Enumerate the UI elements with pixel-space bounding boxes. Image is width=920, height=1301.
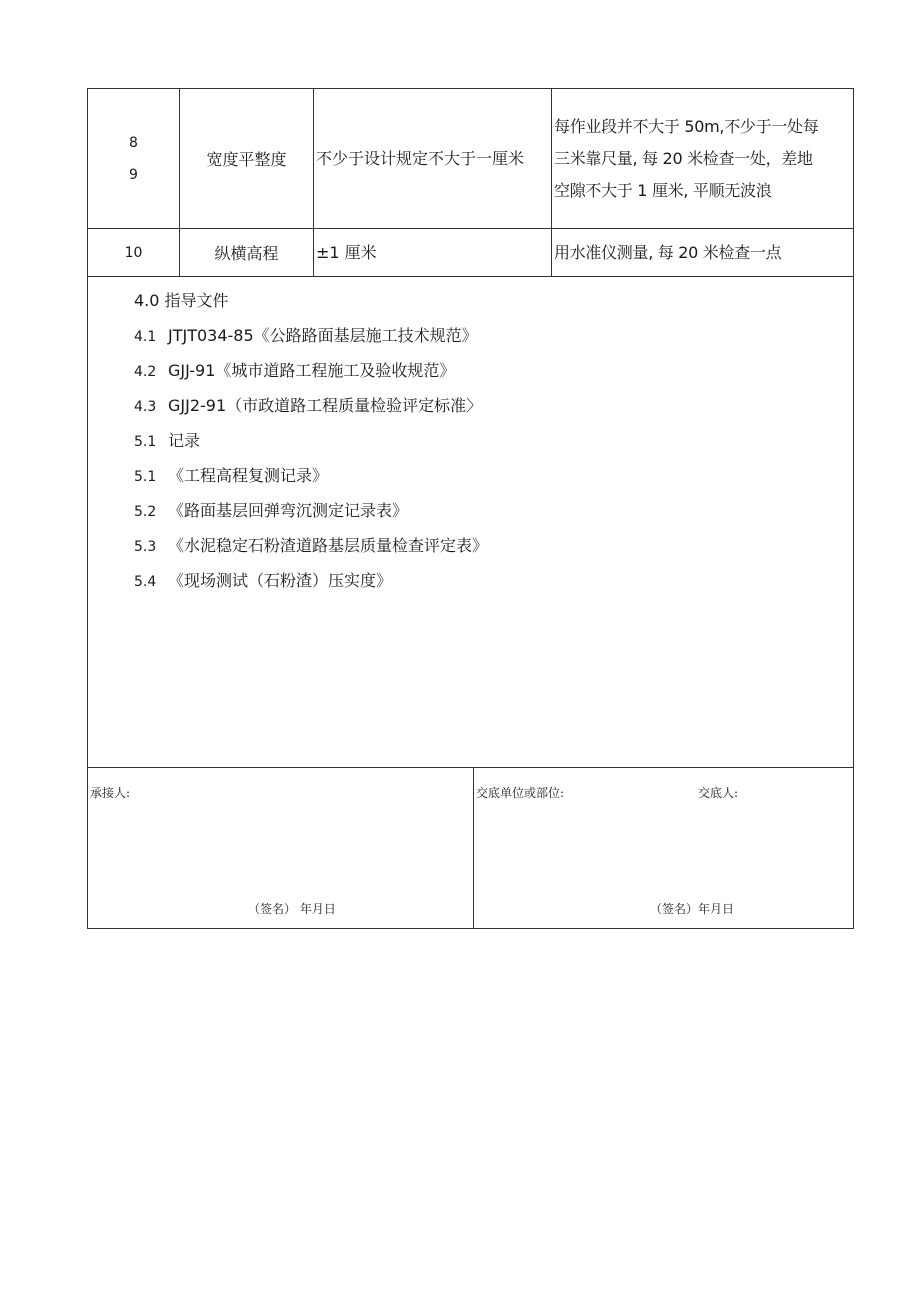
note-number: 4.3	[134, 399, 157, 415]
note-line	[134, 283, 853, 318]
note-number: 5.2	[134, 504, 157, 520]
handover-cell	[474, 768, 854, 929]
note-line	[134, 423, 853, 458]
standard-text: ±1 厘米	[314, 229, 552, 277]
notes-section	[88, 277, 854, 768]
handover-unit-label: 交底单位或部位:	[476, 786, 565, 800]
method-line: 空隙不大于 1 厘米, 平顺无波浪	[554, 180, 772, 200]
note-line	[134, 493, 853, 528]
method-text	[552, 89, 854, 229]
document	[87, 88, 853, 929]
note-text: 《现场测试（石粉渣）压实度》	[168, 571, 393, 590]
note-number: 5.1	[134, 434, 157, 450]
receiver-signature-date: （签名） 年月日	[248, 902, 336, 916]
row-number-line: 8	[129, 134, 138, 151]
receiver-label: 承接人:	[90, 786, 131, 800]
item-name: 纵横高程	[180, 229, 314, 277]
note-text: 《水泥稳定石粉渣道路基层质量检查评定表》	[168, 536, 489, 555]
notes-row	[88, 277, 854, 768]
note-text: 记录	[168, 431, 201, 450]
note-text: GJJ-91《城市道路工程施工及验收规范》	[168, 361, 456, 380]
receiver-cell	[88, 768, 474, 929]
note-text: 4.0 指导文件	[134, 291, 229, 310]
note-text: GJJ2-91（市政道路工程质量检验评定标准〉	[168, 396, 483, 415]
inspection-table	[87, 88, 854, 768]
note-number: 5.1	[134, 469, 157, 485]
method-line: 每作业段并不大于 50m,不少于一处每	[554, 116, 819, 136]
note-line	[134, 388, 853, 423]
note-text: 《工程高程复测记录》	[168, 466, 329, 485]
note-number: 5.4	[134, 574, 157, 590]
note-number: 4.2	[134, 364, 157, 380]
row-number: 10	[88, 229, 180, 277]
table-row	[88, 89, 854, 229]
method-line: 三米靠尺量, 每 20 米检查一处，差地	[554, 148, 813, 168]
note-line	[134, 318, 853, 353]
note-text: 《路面基层回弹弯沉测定记录表》	[168, 501, 409, 520]
handover-signature-date: （签名）年月日	[650, 902, 735, 916]
handover-person-label: 交底人:	[698, 786, 739, 800]
note-line	[134, 528, 853, 563]
note-number: 4.1	[134, 329, 157, 345]
standard-text: 不少于设计规定不大于一厘米	[314, 89, 552, 229]
row-number	[88, 89, 180, 229]
note-number: 5.3	[134, 539, 157, 555]
note-line	[134, 458, 853, 493]
method-text: 用水准仪测量, 每 20 米检查一点	[552, 229, 854, 277]
row-number-line: 9	[129, 166, 138, 183]
signature-row	[88, 768, 854, 929]
note-line	[134, 353, 853, 388]
note-line	[134, 563, 853, 598]
signature-table	[87, 767, 854, 929]
item-name: 宽度平整度	[180, 89, 314, 229]
table-row	[88, 229, 854, 277]
note-text: JTJT034-85《公路路面基层施工技术规范》	[168, 326, 478, 345]
